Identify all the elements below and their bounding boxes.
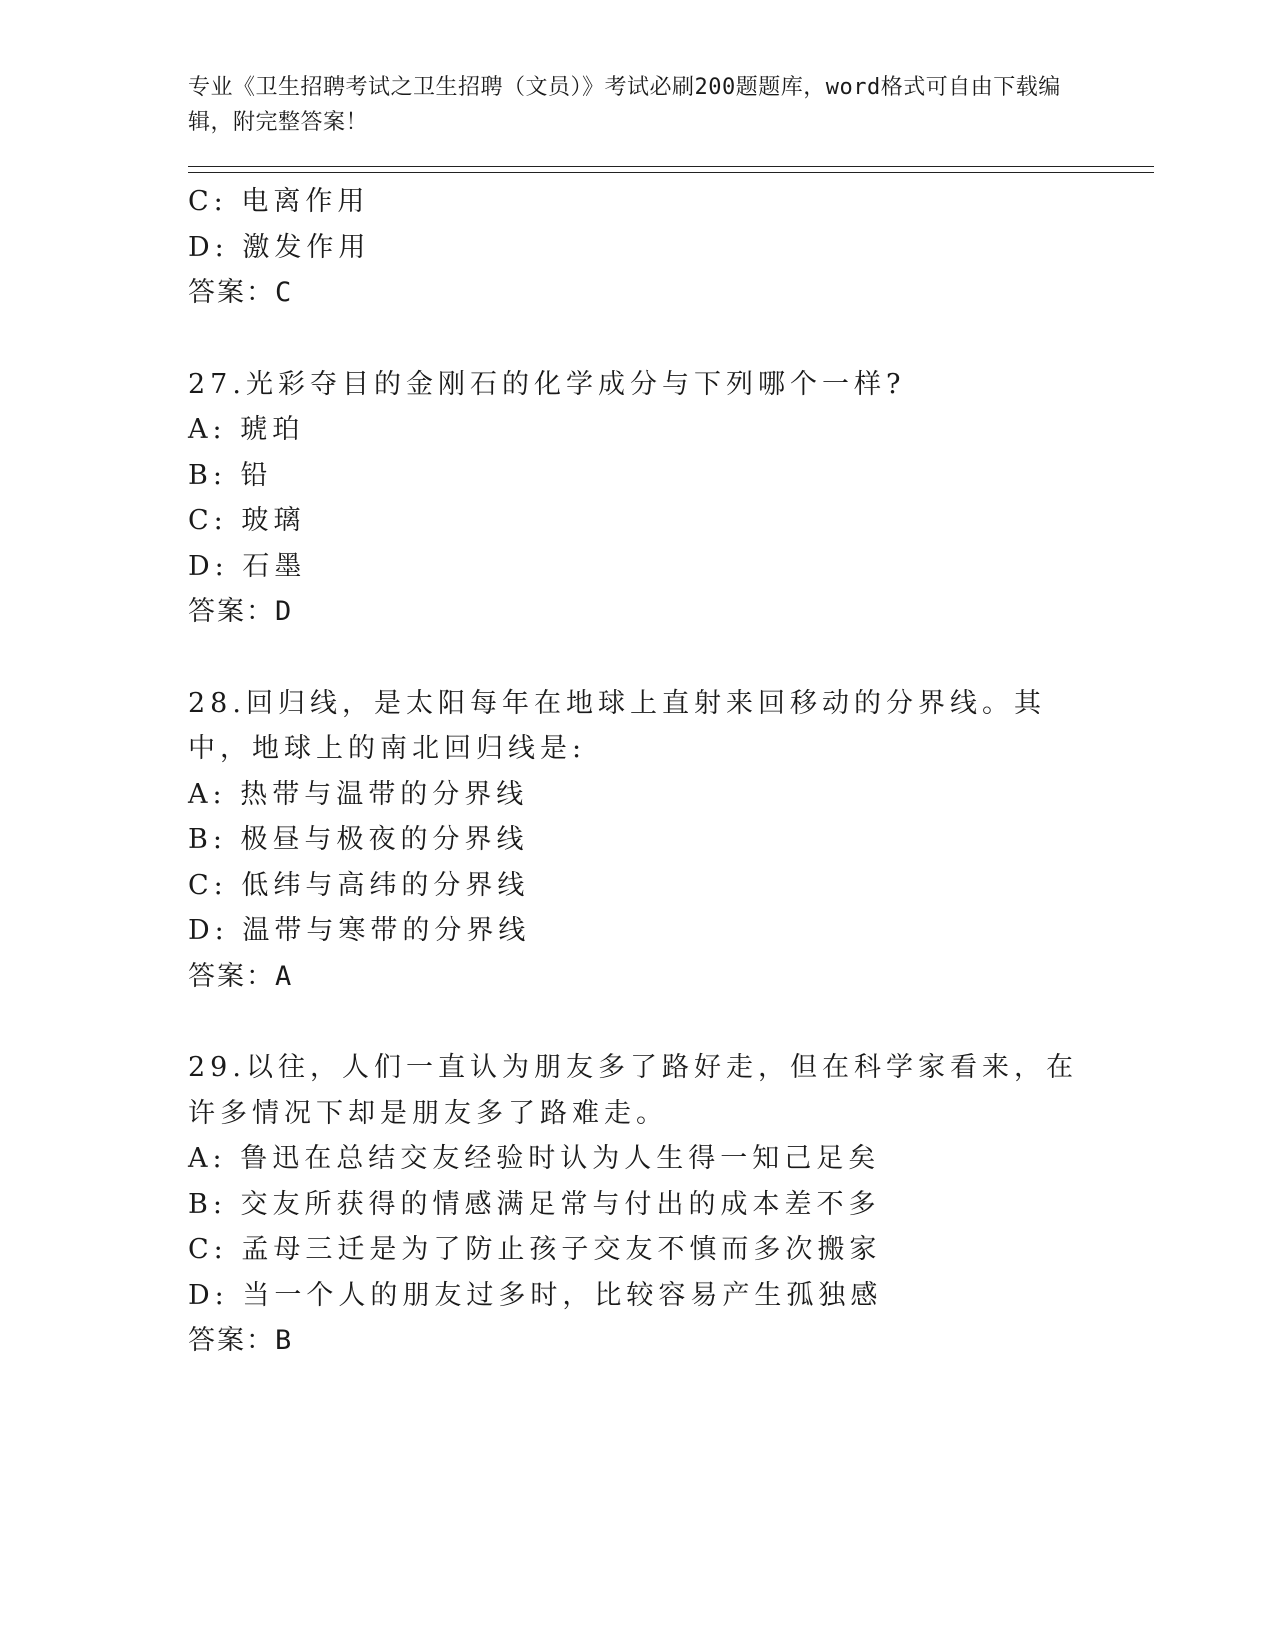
option-b [188, 453, 1148, 499]
question-stem: 28.回归线，是太阳每年在地球上直射来回移动的分界线。其中，地球上的南北回归线是: [188, 687, 1046, 764]
option-a [188, 1136, 1148, 1182]
option-text: 石墨 [242, 550, 307, 582]
option-text: 温带与寒带的分界线 [242, 915, 531, 946]
question-stem: 27.光彩夺目的金刚石的化学成分与下列哪个一样? [188, 368, 906, 400]
answer-value: B [275, 1325, 294, 1356]
option-label: C: [188, 186, 228, 217]
option-b [188, 1182, 1148, 1228]
option-label: A: [188, 778, 227, 810]
answer-label: 答案： [188, 596, 275, 627]
option-text: 极昼与极夜的分界线 [240, 824, 529, 855]
option-text: 当一个人的朋友过多时，比较容易产生孤独感 [242, 1279, 883, 1311]
question-27 [188, 362, 1148, 635]
option-label: B: [188, 1188, 227, 1220]
answer-label: 答案： [188, 277, 275, 308]
option-c [188, 1227, 1148, 1273]
option-text: 低纬与高纬的分界线 [241, 869, 530, 901]
question-29 [188, 1045, 1148, 1364]
option-text: 电离作用 [241, 186, 370, 217]
answer-value: C [275, 277, 294, 308]
option-c [188, 498, 1148, 544]
header-divider [188, 166, 1154, 173]
answer-value: D [275, 596, 294, 627]
option-b [188, 817, 1148, 863]
option-d [188, 225, 1148, 271]
option-label: C: [188, 1234, 228, 1265]
answer-label: 答案： [188, 960, 275, 992]
option-d [188, 544, 1148, 590]
option-text: 孟母三迁是为了防止孩子交友不慎而多次搬家 [241, 1234, 882, 1265]
option-c [188, 179, 1148, 225]
option-label: A: [188, 1143, 227, 1174]
answer-line [188, 589, 1148, 635]
option-label: B: [188, 824, 227, 855]
option-label: D: [188, 1279, 229, 1311]
option-text: 琥珀 [240, 414, 305, 445]
option-label: C: [188, 869, 228, 901]
option-label: A: [188, 414, 227, 445]
option-text: 玻璃 [241, 505, 306, 536]
option-d [188, 908, 1148, 954]
option-text: 热带与温带的分界线 [240, 778, 529, 810]
option-d [188, 1273, 1148, 1319]
answer-line [188, 1318, 1148, 1364]
option-text: 激发作用 [242, 231, 371, 263]
option-label: D: [188, 550, 229, 582]
option-label: C: [188, 505, 228, 536]
prev-question [188, 179, 1148, 316]
answer-value: A [275, 960, 294, 992]
option-text: 交友所获得的情感满足常与付出的成本差不多 [240, 1188, 881, 1220]
document-header: 专业《卫生招聘考试之卫生招聘（文员）》考试必刷200题题库，word格式可自由下载编辑，附完整答案！ [188, 75, 1061, 135]
option-label: B: [188, 459, 227, 491]
answer-line [188, 270, 1148, 316]
document-page [188, 70, 1148, 1364]
answer-label: 答案： [188, 1325, 275, 1356]
option-a [188, 407, 1148, 453]
answer-line [188, 954, 1148, 1000]
option-c [188, 863, 1148, 909]
option-text: 鲁迅在总结交友经验时认为人生得一知己足矣 [240, 1143, 881, 1174]
option-label: D: [188, 915, 229, 946]
question-stem: 29.以往，人们一直认为朋友多了路好走，但在科学家看来，在许多情况下却是朋友多了路难走。 [188, 1052, 1078, 1129]
option-label: D: [188, 231, 229, 263]
option-a [188, 772, 1148, 818]
option-text: 铅 [240, 459, 273, 491]
question-28 [188, 681, 1148, 1000]
